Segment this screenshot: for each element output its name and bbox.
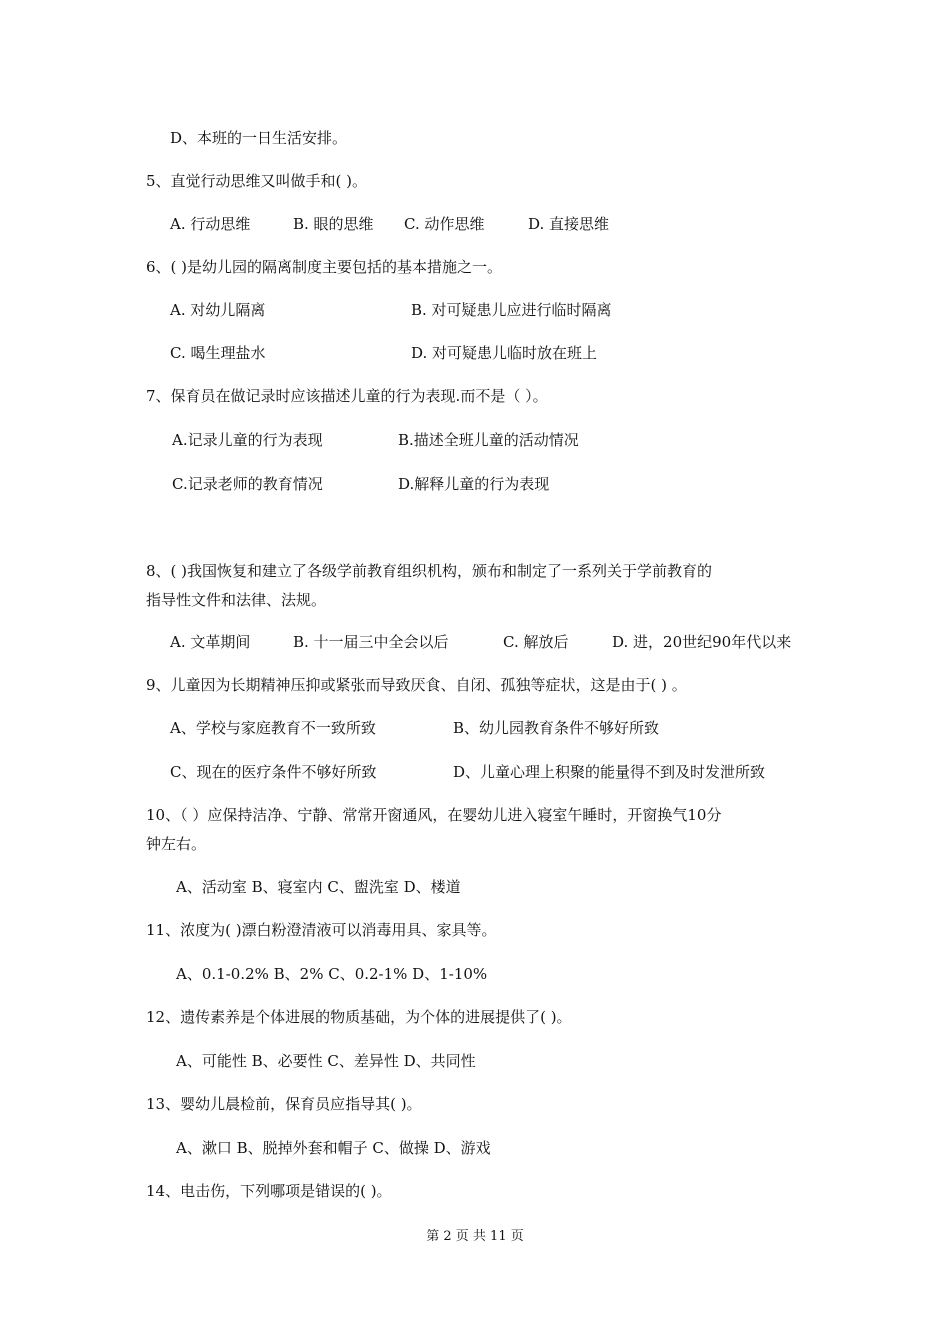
q7-stem: 7、保育员在做记录时应该描述儿童的行为表现.而不是（ ）。 bbox=[146, 387, 548, 405]
q11-options: A、0.1-0.2% B、2% C、0.2-1% D、1-10% bbox=[176, 965, 488, 983]
page-number-footer: 第 2 页 共 11 页 bbox=[426, 1229, 524, 1244]
q6-option-d: D. 对可疑患儿临时放在班上 bbox=[411, 344, 598, 362]
q8-option-c: C. 解放后 bbox=[503, 633, 569, 651]
q6-option-c: C. 喝生理盐水 bbox=[170, 344, 266, 362]
q8-option-a: A. 文革期间 bbox=[170, 633, 251, 651]
q5-option-a: A. 行动思维 bbox=[170, 215, 251, 233]
q5-stem: 5、直觉行动思维又叫做手和( )。 bbox=[146, 172, 368, 190]
q12-options: A、可能性 B、必要性 C、差异性 D、共同性 bbox=[176, 1052, 476, 1070]
q12-stem: 12、遗传素养是个体进展的物质基础，为个体的进展提供了( )。 bbox=[146, 1008, 572, 1026]
q9-option-c: C、现在的医疗条件不够好所致 bbox=[170, 763, 377, 781]
q8-stem-line2: 指导性文件和法律、法规。 bbox=[146, 591, 327, 609]
q8-option-b: B. 十一届三中全会以后 bbox=[293, 633, 449, 651]
q10-options: A、活动室 B、寝室内 C、盥洗室 D、楼道 bbox=[176, 878, 461, 896]
q11-stem: 11、浓度为( )漂白粉澄清液可以消毒用具、家具等。 bbox=[146, 921, 497, 939]
q8-stem-line1: 8、( )我国恢复和建立了各级学前教育组织机构，颁布和制定了一系列关于学前教育的 bbox=[146, 562, 713, 580]
q7-option-c: C.记录老师的教育情况 bbox=[172, 475, 323, 493]
q5-option-b: B. 眼的思维 bbox=[293, 215, 374, 233]
q7-option-b: B.描述全班儿童的活动情况 bbox=[398, 431, 579, 449]
q9-option-a: A、学校与家庭教育不一致所致 bbox=[170, 719, 376, 737]
q5-option-d: D. 直接思维 bbox=[528, 215, 610, 233]
q8-option-d: D. 进，20世纪90年代以来 bbox=[612, 633, 792, 651]
q6-option-b: B. 对可疑患儿应进行临时隔离 bbox=[411, 301, 612, 319]
q10-stem-line1: 10、（ ）应保持洁净、宁静、常常开窗通风，在婴幼儿进入寝室午睡时，开窗换气10分 bbox=[146, 806, 722, 824]
q9-option-b: B、幼儿园教育条件不够好所致 bbox=[453, 719, 660, 737]
q9-stem: 9、儿童因为长期精神压抑或紧张而导致厌食、自闭、孤独等症状，这是由于( ) 。 bbox=[146, 676, 687, 694]
q14-stem: 14、电击伤，下列哪项是错误的( )。 bbox=[146, 1182, 392, 1200]
q5-option-c: C. 动作思维 bbox=[404, 215, 485, 233]
q6-option-a: A. 对幼儿隔离 bbox=[170, 301, 266, 319]
q9-option-d: D、儿童心理上积聚的能量得不到及时发泄所致 bbox=[453, 763, 766, 781]
q7-option-a: A.记录儿童的行为表现 bbox=[172, 431, 323, 449]
q6-stem: 6、( )是幼儿园的隔离制度主要包括的基本措施之一。 bbox=[146, 258, 503, 276]
q13-stem: 13、婴幼儿晨检前，保育员应指导其( )。 bbox=[146, 1095, 422, 1113]
q7-option-d: D.解释儿童的行为表现 bbox=[398, 475, 550, 493]
q4-option-d: D、本班的一日生活安排。 bbox=[170, 129, 348, 147]
q13-options: A、漱口 B、脱掉外套和帽子 C、做操 D、游戏 bbox=[176, 1139, 491, 1157]
q10-stem-line2: 钟左右。 bbox=[146, 835, 207, 853]
